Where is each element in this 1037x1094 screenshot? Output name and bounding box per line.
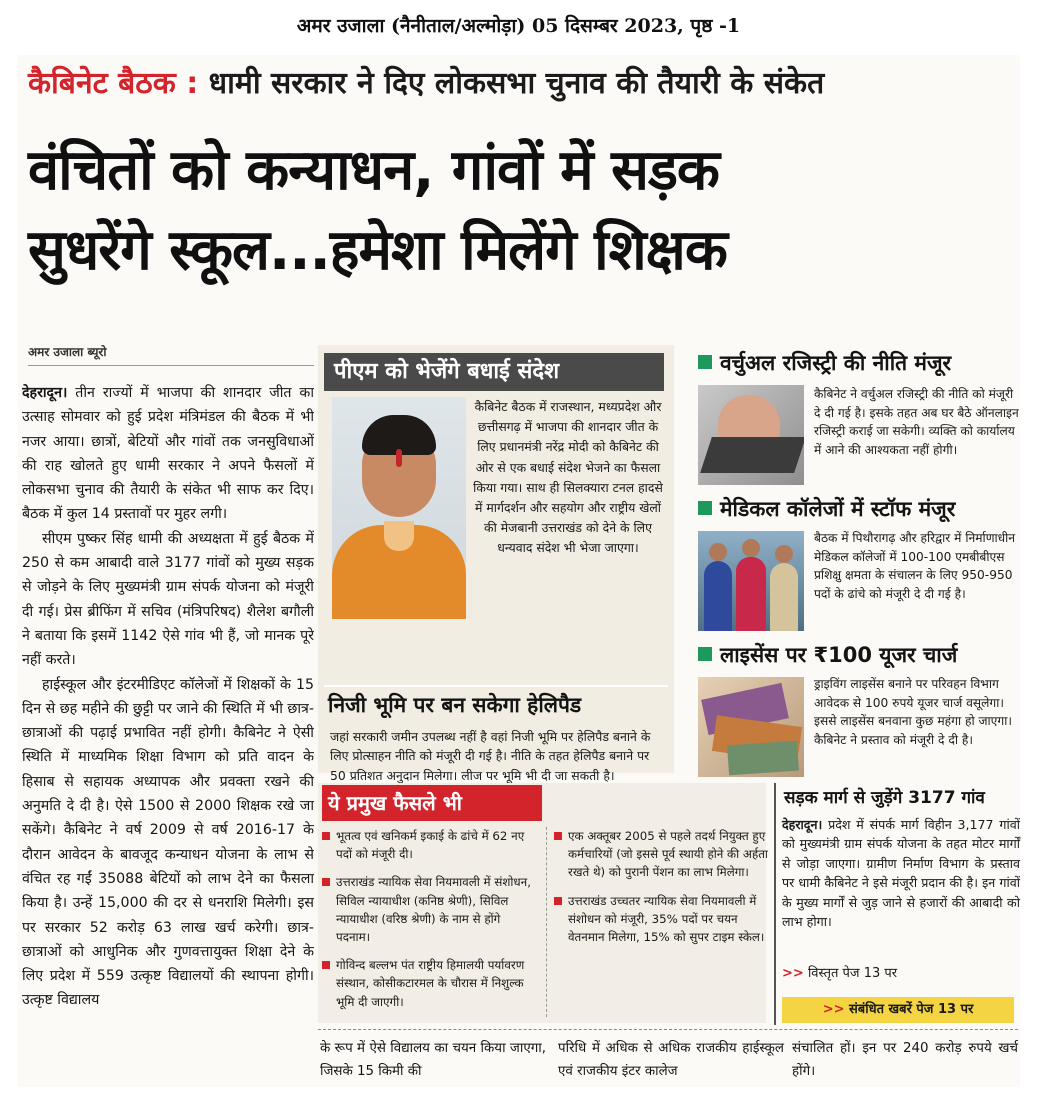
helipad-text: जहां सरकारी जमीन उपलब्ध नहीं है वहां निजी भूमि पर हेलिपैड बनाने के लिए प्रोत्साहन नीति को मंजूरी दी गई है। नीति के तहत हेलिपैड बनाने पर 50 प्रतिशत अनुदान मिलेगा। लीज पर भूमि भी दी जा सकती है। [330,729,651,783]
article-paragraph [22,381,314,527]
continuation-column-1: के रूप में ऐसे विद्यालय का चयन किया जाएगा, जिसके 15 किमी की [320,1041,546,1079]
continuation-rule [318,1029,1018,1030]
masthead: अमर उजाला (नैनीताल/अल्मोड़ा) 05 दिसम्बर 2023, पृष्ठ -1 [296,15,741,37]
decision-item: गोविन्द बल्लभ पंत राष्ट्रीय हिमालयी पर्यावरण संस्थान, कोसीकटारमल के चौरास में निशुल्क भूमि दी जाएगी। [322,956,536,1011]
kicker-label: कैबिनेट बैठक : [28,66,199,101]
square-bullet-icon [698,647,712,661]
article-paragraph: सीएम पुष्कर सिंह धामी की अध्यक्षता में हुई बैठक में 250 से कम आबादी वाले 3177 गांवों को मुख्य सड़क से जोड़ने के लिए मुख्यमंत्री ग्राम संपर्क योजना को मंजूरी दी गई। प्रेस ब्रीफिंग में सचिव (मंत्रिपरिषद) शैलेश बगौली ने बताया कि इसमें 1142 ऐसे गांव भी हैं, जो मानक पूरे नहीं करते। [22,530,314,669]
decisions-title: ये प्रमुख फैसले भी [322,785,542,821]
kicker-line [28,65,1018,103]
continuation-column-3: संचालित हों। इन पर 240 करोड़ रुपये खर्च होंगे। [792,1041,1018,1079]
main-article-body [22,381,314,1081]
story-title-virtual-registry: वर्चुअल रजिस्ट्री की नीति मंजूर [698,349,1018,377]
road-story-title: सड़क मार्ग से जुड़ेंगे 3177 गांव [784,788,985,808]
students-photo [698,531,804,631]
continuation-column-2: परिधि में अधिक से अधिक राजकीय हाईस्कूल एवं राजकीय इंटर कालेज [558,1041,784,1079]
headline-line-1: वंचितों को कन्याधन, गांवों में सड़क [28,138,719,203]
decision-item: भूतत्व एवं खनिकर्म इकाई के ढांचे में 62 नए पदों को मंजूरी दी। [322,827,536,863]
dateline: देहरादून। [782,817,823,832]
decisions-column-1 [322,827,536,1021]
pm-box-text: कैबिनेट बैठक में राजस्थान, मध्यप्रदेश और छत्तीसगढ़ में भाजपा की शानदार जीत के लिए प्रधानमंत्री नरेंद्र मोदी को कैबिनेट की ओर से एक बधाई संदेश भेजने का फैसला किया गया। साथ ही सिलक्यारा टनल हादसे में मार्गदर्शन और सहयोग और राष्ट्रीय खेलों की मेजबानी उत्तराखंड को देने के लिए धन्यवाद संदेश भी भेजा जाएगा। [473,399,663,556]
kicker-text: धामी सरकार ने दिए लोकसभा चुनाव की तैयारी के संकेत [208,66,825,101]
decision-item: एक अक्तूबर 2005 से पहले तदर्थ नियुक्त हुए कर्मचारियों (जो इससे पूर्व स्थायी होने की अर्हता रखते थे) को पुरानी पेंशन का लाभ मिलेगा। [554,827,768,882]
story-text-virtual-registry: कैबिनेट ने वर्चुअल रजिस्ट्री की नीति को मंजूरी दे दी गई है। इसके तहत अब घर बैठे ऑनलाइन रजिस्ट्री कराई जा सकेगी। व्यक्ति को कार्यालय में आने की आश्यकता नहीं होगी। [814,387,1019,457]
dateline: देहरादून। [22,385,68,401]
related-news-strip: >> संबंधित खबरें पेज 13 पर [782,997,1014,1023]
story-text-license-charge: ड्राइविंग लाइसेंस बनाने पर परिवहन विभाग आवेदक से 100 रुपये यूजर चार्ज वसूलेगा। इससे लाइसेंस बनवाना कुछ महंगा हो जाएगा। कैबिनेट ने प्रस्ताव को मंजूरी दे दी है। [814,677,1013,747]
paragraph-text: तीन राज्यों में भाजपा की शानदार जीत का उत्साह सोमवार को हुई प्रदेश मंत्रिमंडल की बैठक में भी नजर आया। छात्रों, बेटियों और गांवों तक जनसुविधाओं की राह खोलते हुए धामी सरकार ने अपने फैसलों में लोकसभा चुनाव की तैयारी के संकेत भी साफ कर दिए। बैठक में कुल 14 प्रस्तावों पर मुहर लगी। [22,385,314,523]
pm-message-box [318,345,674,783]
byline: अमर उजाला ब्यूरो [28,345,107,359]
major-decisions-box [318,783,766,1023]
pm-box-title: पीएम को भेजेंगे बधाई संदेश [324,353,664,391]
road-continued-ref: >> विस्तृत पेज 13 पर [782,966,898,981]
helipad-subhead: निजी भूमि पर बन सकेगा हेलिपैड [328,693,582,717]
byline-rule [28,365,314,366]
chief-minister-photo [332,397,466,619]
story-title-medical-staff: मेडिकल कॉलेजों में स्टॉफ मंजूर [698,495,1018,523]
square-bullet-icon [698,355,712,369]
story-title-license-charge: लाइसेंस पर ₹100 यूजर चार्ज [698,641,1018,669]
decisions-column-2 [554,827,768,956]
road-story-text: देहरादून। प्रदेश में संपर्क मार्ग विहीन 3,177 गांवों को मुख्यमंत्री ग्राम संपर्क योजना के तहत मोटर मार्गों से जोड़ा जाएगा। ग्रामीण निर्माण विभाग के प्रस्ताव पर धामी कैबिनेट ने इसे मंजूरी प्रदान की है। इन गांवों के मुख्य मार्गों से जुड़ जाने से हजारों की आबादी को लाभ होगा। [782,817,1021,930]
article-paragraph: हाईस्कूल और इंटरमीडिएट कॉलेजों में शिक्षकों के 15 दिन से छह महीने की छुट्टी पर जाने की स्थिति में भी छात्र-छात्राओं की पढ़ाई प्रभावित नहीं होगी। कैबिनेट ने ऐसी स्थिति में माध्यमिक शिक्षा विभाग को प्रति वादन के हिसाब से सहायक अध्यापक और प्रवक्ता रखने की अनुमति दे दी है। ऐसे 1500 से 2000 शिक्षक रखे जा सकेंगे। कैबिनेट ने वर्ष 2009 से वर्ष 2016-17 के दौरान आवेदन के बावजूद कन्याधन योजना के लाभ से वंचित रह गईं 35088 बेटियों को लाभ देने का फैसला किया है। उन्हें 15,000 की दर से धनराशि मिलेगी। इस पर सरकार 52 करोड़ 63 लाख खर्च करेगी। छात्र-छात्राओं को आधुनिक और गुणवत्तायुक्त शिक्षा देने के लिए प्रदेश में 559 उत्कृष्ट विद्यालयों की स्थापना होगी। उत्कृष्ट विद्यालय [22,676,314,1009]
square-bullet-icon [698,501,712,515]
keyboard-hand-photo [698,385,804,485]
newspaper-clipping [18,55,1020,1087]
decision-item: उत्तराखंड उच्चतर न्यायिक सेवा नियमावली में संशोधन को मंजूरी, 35% पदों पर चयन वेतनमान मिलेगा, 15% को सुपर टाइम स्केल। [554,892,768,947]
currency-notes-photo [698,677,804,777]
column-divider [546,827,547,1017]
road-box-rule [774,783,776,1025]
decision-item: उत्तराखंड न्यायिक सेवा नियमावली में संशोधन, सिविल न्यायाधीश (कनिष्ठ श्रेणी), सिविल न्यायाधीश (वरिष्ठ श्रेणी) के नाम से होंगे पदनाम। [322,873,536,946]
box-divider [324,685,668,687]
story-text-medical-staff: बैठक में पिथौरागढ़ और हरिद्वार में निर्माणाधीन मेडिकल कॉलेजों में 100-100 एमबीबीएस प्रशिक्षु क्षमता के संचालन के लिए 950-950 पदों के ढांचे को मंजूरी दे दी गई है। [814,531,1016,601]
headline-line-2: सुधरेंगे स्कूल...हमेशा मिलेंगे शिक्षक [28,218,727,283]
